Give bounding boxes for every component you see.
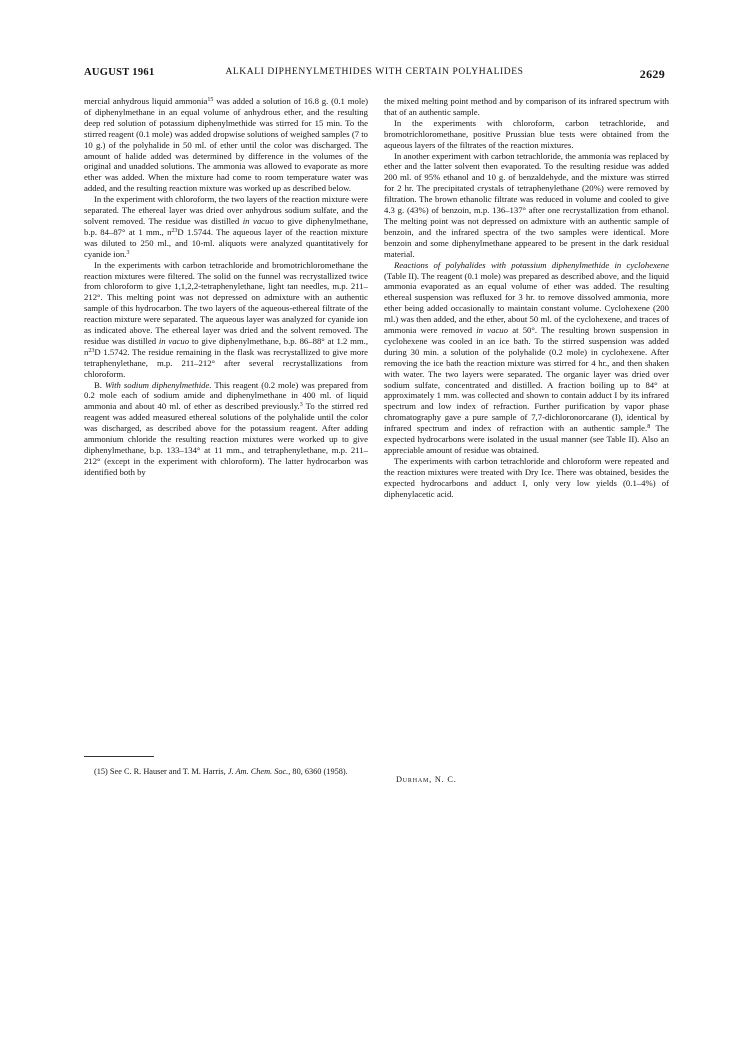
reference-superscript: 3 [126,249,130,256]
paragraph [384,118,669,151]
text-run: The expected hydrocarbons were isolated in the usual manner (see Table II). Also an appreciable amount of residue was obtained. [384,423,669,455]
text-run: B. [94,379,105,390]
italic-text: Reactions of polyhalides with potassium diphenylmethide in cyclohexene [394,259,669,270]
text-run: This reagent (0.2 mole) was prepared from 0.2 mole each of sodium amide and diphenylmethane in 400 ml. of liquid ammonia and about 40 ml. of ether as described previously. [84,379,369,412]
text-run: the mixed melting point method and by comparison of its infrared spectrum with that of an authentic sample. [384,96,669,117]
reference-superscript: 3 [299,402,303,409]
paragraph [384,456,669,500]
text-run: mercial anhydrous liquid ammonia [84,96,208,106]
italic-text: in vacuo [476,325,508,336]
text-run: (15) See C. R. Hauser and T. M. Harris, [94,767,228,776]
paragraph [384,260,669,456]
text-run: was added a solution of 16.8 g. (0.1 mole) of diphenylmethane in an equal volume of anhydrous ether, and the resulting deep red solution of potassium diphenylmethide was stirred for 15 min. To the stirred reagent (0.1 mole) was added dropwise solutions of weighed samples (7 to 10 g.) of the polyhalide in 50 ml. of ether until the color was discharged. The amount of halide added was determined by difference in the volumes of the original and unadded solutions. The ammonia was allowed to evaporate as more ether was added. When the mixture had come to room temperature water was added, and the resulting reaction mixture was worked up as described below. [84,96,368,194]
text-run: To the stirred red reagent was added measured ethereal solutions of the polyhalide until the color was discharged, as described above for the potassium reagent. After adding ammonium chloride the resulting reaction mixtures were worked up to give diphenylmethane, b.p. 133–134° at 11 mm., and tetraphenylethane, m.p. 211–212° (except in the experiment with chloroform). The latter hydrocarbon was identified both by [84,401,368,477]
text-run: 80, 6360 (1958). [290,767,348,776]
text-run: D 1.5742. The residue remaining in the flask was recrystallized to give more tetraphenylethane, m.p. 211–212° after several recrystallizations from chloroform. [84,346,368,379]
text-run: D 1.5744. The aqueous layer of the reaction mixture was diluted to 250 ml., and 10-ml. aliquots were analyzed quantitatively for cyanide ion. [84,226,368,259]
issue-date: AUGUST 1961 [84,67,155,78]
text-run: The experiments with carbon tetrachloride and chloroform were repeated and the reaction mixtures were treated with Dry Ice. There was obtained, besides the expected hydrocarbons and adduct I, only very low yields (0.1–4%) of diphenylacetic acid. [384,455,669,499]
footnote-divider [84,756,154,757]
right-text-column [384,96,669,500]
reference-superscript: 23 [171,227,178,234]
paragraph [84,380,368,478]
paragraph [384,96,669,118]
paragraph [84,96,368,194]
text-run: at 50°. The resulting brown suspension in cyclohexene was cooled in an ice bath. To the stirred suspension was added during 30 min. a solution of the polyhalide (0.2 mole) in cyclohexene. After removing the ice bath the reaction mixture was stirred for 4 hr., and then shaken with water. The two layers were separated. The organic layer was dried over sodium sulfate, concentrated and distilled. A fraction boiling up to 84° at approximately 1 mm. was collected and shown to contain adduct I by its infrared spectrum and low index of refraction. Further purification by vapor phase chromatography gave a pure sample of 7,7-dichloronorcarane (I), identical by infrared spectrum and index of refraction with an authentic sample. [384,325,669,434]
left-text-column [84,96,368,478]
reference-superscript: 23 [88,347,95,354]
reference-superscript: 15 [207,97,214,103]
paragraph [384,151,669,260]
author-location: Durham, N. C. [396,775,457,784]
reference-superscript: 8 [647,424,651,431]
footnote-text [84,766,368,777]
running-title: ALKALI DIPHENYLMETHIDES WITH CERTAIN POLYHALIDES [225,67,524,77]
paragraph [84,260,368,380]
text-run: (Table II). The reagent (0.1 mole) was prepared as described above, and the liquid ammonia evaporated as an equal volume of ether was added. The resulting ethereal suspension was refluxed for 3 hr. to remove dissolved ammonia, more ether being added occasionally to maintain constant volume. Cyclohexene (200 ml.) was then added, and the ether, about 50 ml. of the cyclohexene, and traces of ammonia were removed [384,270,669,336]
text-run: In the experiment with chloroform, the two layers of the reaction mixture were separated. The ethereal layer was dried over anhydrous sodium sulfate, and the solvent removed. The residue was distilled [84,194,368,226]
text-run: In another experiment with carbon tetrachloride, the ammonia was replaced by ether and the latter solvent then evaporated. To the resulting residue was added 200 ml. of 95% ethanol and 10 g. of benzaldehyde, and the mixture was stirred for 2 hr. The precipitated crystals of tetraphenylethane (20%) were removed by filtration. The brown ethanolic filtrate was reduced in volume and cooled to give 4.3 g. (43%) of benzoin, m.p. 136–137° after one recrystallization from ethanol. The melting point was not depressed on admixture with an authentic sample of benzoin, and the infrared spectra of the two samples were identical. More benzoin and some diphenylmethane appeared to be present in the dark residual material. [384,150,669,259]
text-run: In the experiments with chloroform, carbon tetrachloride, and bromotrichloromethane, positive Prussian blue tests were obtained from the aqueous layers of the filtrates of the reaction mixtures. [384,117,669,150]
running-head [84,67,665,83]
footnote [84,766,368,777]
italic-text: in vacuo [242,215,274,226]
page-number: 2629 [639,67,665,81]
italic-text: J. Am. Chem. Soc., [227,767,291,776]
italic-text: With sodium diphenylmethide. [104,379,212,390]
paragraph [84,194,368,259]
text-run: to give diphenylmethane, b.p. 84–87° at 1 mm., n [84,215,368,237]
italic-text: in vacuo [158,335,190,346]
text-run: to give diphenylmethane, b.p. 86–88° at 1.2 mm., n [84,335,368,357]
text-run: In the experiments with carbon tetrachloride and bromotrichloromethane the reaction mixtures were filtered. The solid on the funnel was recrystallized twice from chloroform to give 1,1,2,2-tetraphenylethane, light tan needles, m.p. 211–212°. This melting point was not depressed on admixture with an authentic sample of this hydrocarbon. The two layers of the aqueous-ethereal filtrate of the reaction mixture were separated. The aqueous layer was analyzed for cyanide ion as indicated above. The ethereal layer was dried and the solvent removed. The residue was distilled [84,259,368,346]
